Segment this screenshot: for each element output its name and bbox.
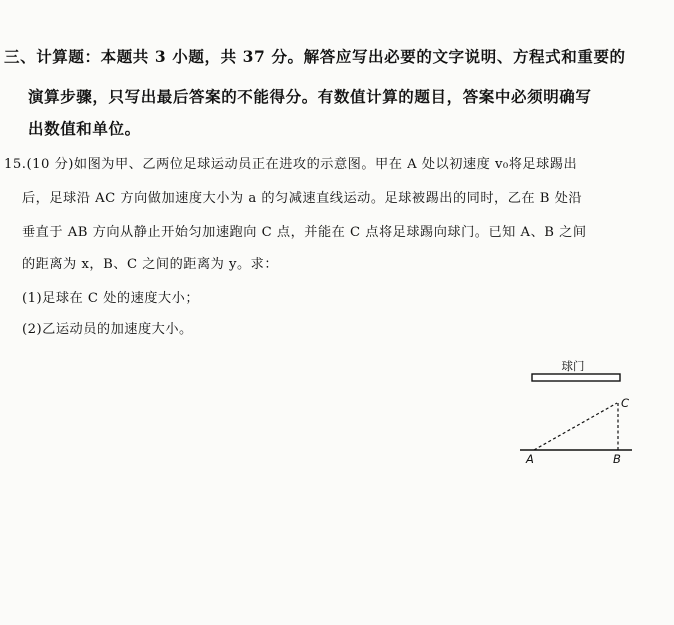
- section-instructions-line-1: 三、计算题：本题共 3 小题，共 37 分。解答应写出必要的文字说明、方程式和重要的: [4, 47, 626, 66]
- point-c-label: C: [621, 396, 630, 410]
- question-part-1: (1)足球在 C 处的速度大小；: [22, 291, 200, 306]
- goal-bar: [532, 374, 620, 381]
- goal-label: 球门: [561, 359, 585, 373]
- section-instructions-line-2: 演算步骤，只写出最后答案的不能得分。有数值计算的题目，答案中必须明确写: [28, 87, 592, 106]
- question-part-2: (2)乙运动员的加速度大小。: [22, 322, 193, 337]
- question-text-line-3: 垂直于 AB 方向从静止开始匀加速跑向 C 点，并能在 C 点将足球踢向球门。已知 A、B 之间: [22, 225, 587, 240]
- question-text-line-2: 后，足球沿 AC 方向做加速度大小为 a 的匀减速直线运动。足球被踢出的同时，乙在 B 处沿: [22, 191, 583, 206]
- point-b-label: B: [613, 452, 621, 466]
- question-text-line-4: 的距离为 x，B、C 之间的距离为 y。求：: [22, 257, 279, 272]
- soccer-diagram: [510, 352, 650, 482]
- question-text-line-1: 15.(10 分)如图为甲、乙两位足球运动员正在进攻的示意图。甲在 A 处以初速度 v₀将足球踢出: [4, 157, 578, 172]
- section-instructions-line-3: 出数值和单位。: [28, 119, 141, 138]
- point-a-label: A: [526, 452, 534, 466]
- path-ac-dashed: [534, 403, 617, 450]
